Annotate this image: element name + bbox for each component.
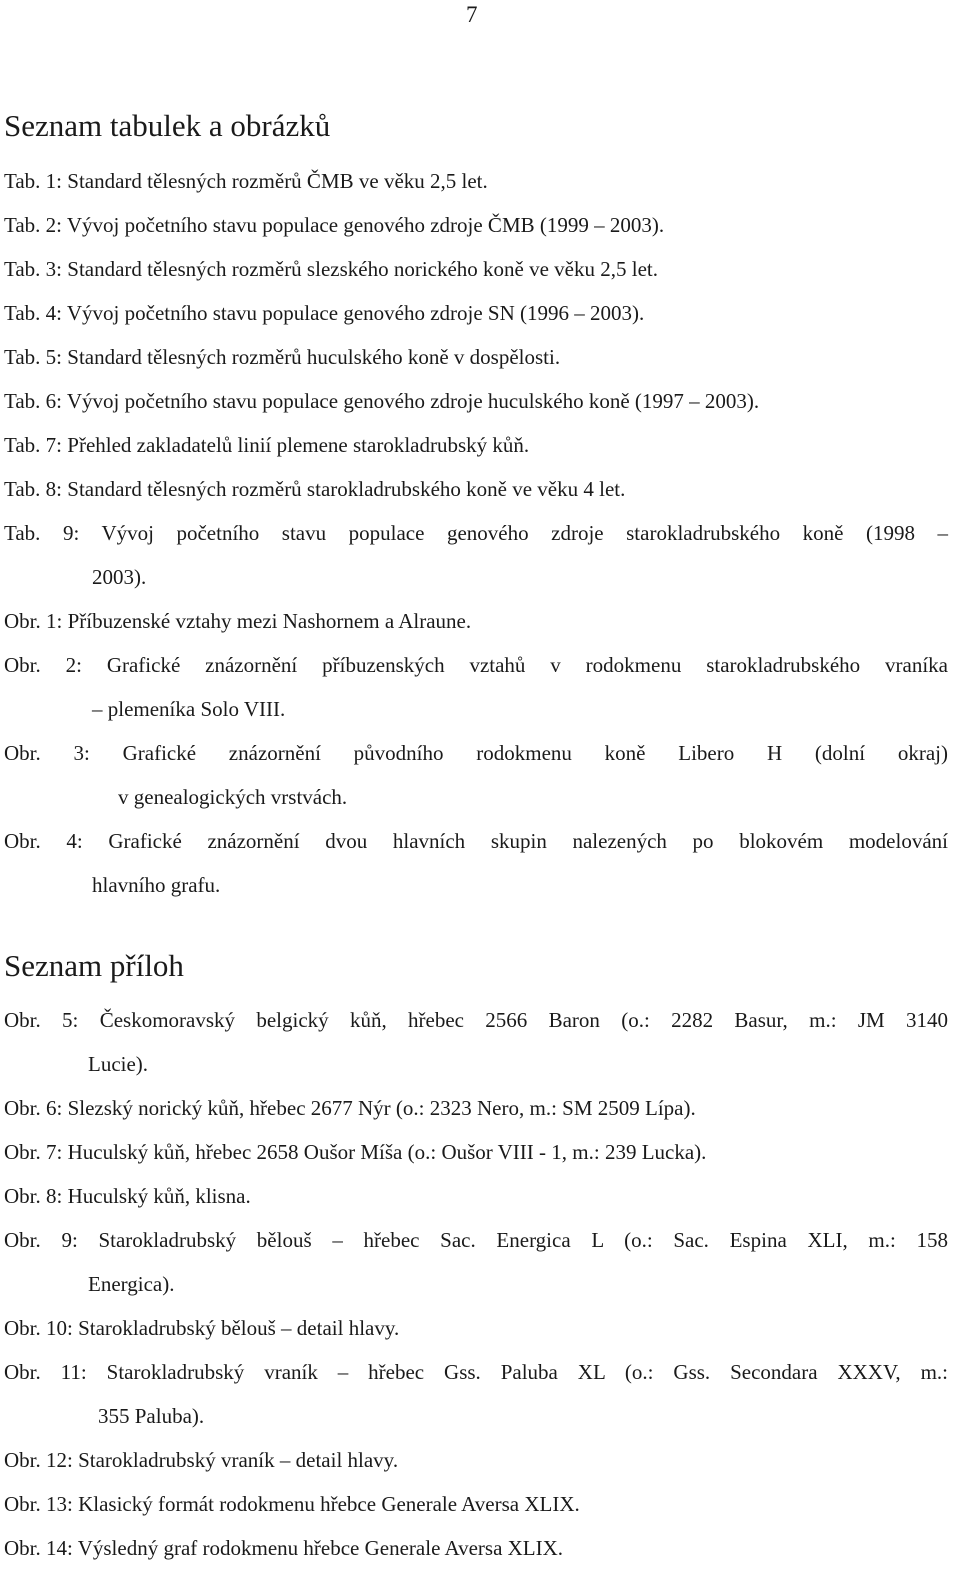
entry-caption-continuation: Energica).	[88, 1272, 175, 1296]
entry-caption-continuation: Lucie).	[88, 1052, 149, 1076]
list-entry	[4, 1306, 948, 1350]
list-entry	[4, 819, 948, 907]
list-entry	[4, 1438, 948, 1482]
list-entry	[4, 998, 948, 1086]
entry-caption: Obr. 6: Slezský norický kůň, hřebec 2677 Nýr (o.: 2323 Nero, m.: SM 2509 Lípa).	[4, 1096, 696, 1120]
list-entry	[4, 511, 948, 599]
attachments-list	[4, 998, 948, 1570]
entry-caption: Obr. 2: Grafické znázornění příbuzenských vztahů v rodokmenu starokladrubského vraníka	[4, 653, 948, 677]
entry-caption: Obr. 4: Grafické znázornění dvou hlavních skupin nalezených po blokovém modelování	[4, 829, 948, 853]
entry-caption: Tab. 2: Vývoj početního stavu populace genového zdroje ČMB (1999 – 2003).	[4, 213, 665, 237]
entry-caption: Tab. 4: Vývoj početního stavu populace genového zdroje SN (1996 – 2003).	[4, 301, 645, 325]
entry-caption: Tab. 8: Standard tělesných rozměrů starokladrubského koně ve věku 4 let.	[4, 477, 626, 501]
entry-caption-continuation: – plemeníka Solo VIII.	[92, 697, 286, 721]
entry-caption: Obr. 5: Českomoravský belgický kůň, hřebec 2566 Baron (o.: 2282 Basur, m.: JM 3140	[4, 1008, 948, 1032]
list-entry	[4, 731, 948, 819]
entry-caption: Obr. 1: Příbuzenské vztahy mezi Nashornem a Alraune.	[4, 609, 472, 633]
entry-caption-continuation: v genealogických vrstvách.	[118, 785, 348, 809]
entry-caption-continuation: 355 Paluba).	[98, 1404, 205, 1428]
list-entry	[4, 599, 948, 643]
list-entry	[4, 467, 948, 511]
list-entry	[4, 1526, 948, 1570]
list-entry	[4, 423, 948, 467]
list-entry	[4, 159, 948, 203]
entry-caption: Obr. 12: Starokladrubský vraník – detail hlavy.	[4, 1448, 399, 1472]
list-entry	[4, 1350, 948, 1438]
entry-caption: Obr. 14: Výsledný graf rodokmenu hřebce Generale Aversa XLIX.	[4, 1536, 564, 1560]
section-heading-attachments: Seznam příloh	[4, 948, 184, 983]
list-entry	[4, 203, 948, 247]
list-entry	[4, 1218, 948, 1306]
list-entry	[4, 247, 948, 291]
entry-caption: Obr. 10: Starokladrubský bělouš – detail hlavy.	[4, 1316, 400, 1340]
entry-caption: Obr. 9: Starokladrubský bělouš – hřebec Sac. Energica L (o.: Sac. Espina XLI, m.: 158	[4, 1228, 948, 1252]
entry-caption: Obr. 8: Huculský kůň, klisna.	[4, 1184, 251, 1208]
entry-caption: Tab. 1: Standard tělesných rozměrů ČMB ve věku 2,5 let.	[4, 169, 488, 193]
tables-figures-list	[4, 159, 948, 907]
entry-caption: Tab. 5: Standard tělesných rozměrů huculského koně v dospělosti.	[4, 345, 561, 369]
entry-caption: Tab. 3: Standard tělesných rozměrů slezského norického koně ve věku 2,5 let.	[4, 257, 658, 281]
entry-caption: Tab. 9: Vývoj početního stavu populace genového zdroje starokladrubského koně (1998 –	[4, 521, 948, 545]
entry-caption: Obr. 11: Starokladrubský vraník – hřebec Gss. Paluba XL (o.: Gss. Secondara XXXV, m.:	[4, 1360, 948, 1384]
list-entry	[4, 335, 948, 379]
list-entry	[4, 1482, 948, 1526]
entry-caption-continuation: hlavního grafu.	[92, 873, 221, 897]
list-entry	[4, 1174, 948, 1218]
entry-caption: Tab. 6: Vývoj početního stavu populace genového zdroje huculského koně (1997 – 2003).	[4, 389, 760, 413]
entry-caption: Obr. 13: Klasický formát rodokmenu hřebce Generale Aversa XLIX.	[4, 1492, 580, 1516]
entry-caption: Obr. 7: Huculský kůň, hřebec 2658 Oušor Míša (o.: Oušor VIII - 1, m.: 239 Lucka).	[4, 1140, 707, 1164]
list-entry	[4, 379, 948, 423]
list-entry	[4, 1130, 948, 1174]
entry-caption-continuation: 2003).	[92, 565, 147, 589]
entry-caption: Obr. 3: Grafické znázornění původního rodokmenu koně Libero H (dolní okraj)	[4, 741, 948, 765]
entry-caption: Tab. 7: Přehled zakladatelů linií plemene starokladrubský kůň.	[4, 433, 530, 457]
list-entry	[4, 1086, 948, 1130]
list-entry	[4, 643, 948, 731]
section-heading-tables: Seznam tabulek a obrázků	[4, 108, 331, 143]
list-entry	[4, 291, 948, 335]
page-number: 7	[466, 2, 478, 27]
